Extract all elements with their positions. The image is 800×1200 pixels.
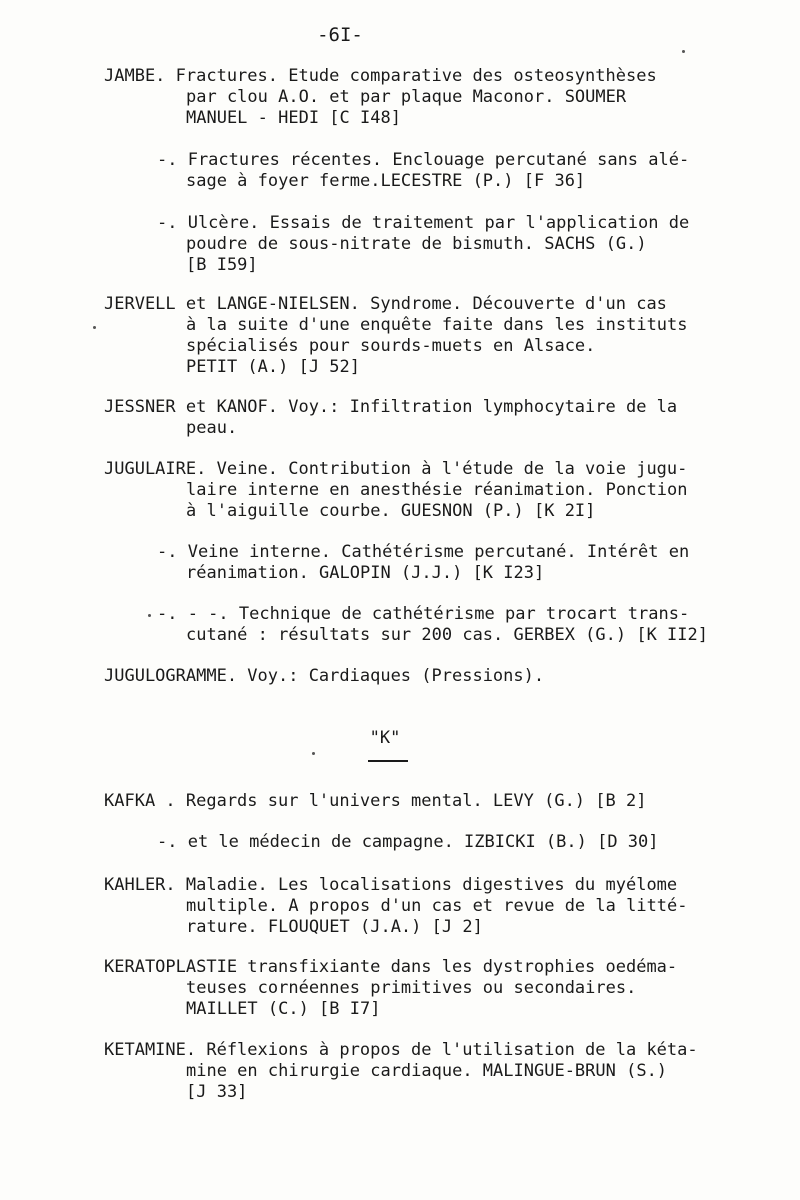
index-entry-kafka-medecin [157, 832, 757, 853]
entry-line: JUGULOGRAMME. Voy.: Cardiaques (Pressions). [104, 666, 545, 686]
index-entry-jugulogramme [104, 666, 704, 687]
entry-line: -. et le médecin de campagne. IZBICKI (B.) [D 30] [157, 832, 659, 852]
index-entry-jugulaire [104, 459, 704, 522]
entry-line: [J 33] [186, 1082, 248, 1102]
entry-line: -. Veine interne. Cathétérisme percutané. Intérêt en [157, 542, 690, 562]
index-entry-jambe-fractures-recentes [157, 150, 757, 192]
index-entry-jugulaire-veine-interne [157, 542, 757, 584]
entry-line: par clou A.O. et par plaque Maconor. SOUMER [186, 87, 627, 107]
index-entry-jambe-ulcere [157, 213, 757, 276]
entry-line: rature. FLOUQUET (J.A.) [J 2] [186, 917, 483, 937]
entry-line: peau. [186, 418, 238, 438]
entry-line: sage à foyer ferme.LECESTRE (P.) [F 36] [186, 171, 586, 191]
index-entry-jervell [104, 294, 704, 378]
index-entry-kahler [104, 875, 704, 938]
entry-line: multiple. A propos d'un cas et revue de la litté- [186, 896, 688, 916]
entry-line: JUGULAIRE. Veine. Contribution à l'étude de la voie jugu- [104, 459, 688, 479]
index-entry-jambe [104, 66, 704, 129]
page-number: -6I- [317, 24, 363, 46]
entry-line: -. - -. Technique de cathétérisme par trocart trans- [157, 604, 690, 624]
entry-line: KAFKA . Regards sur l'univers mental. LEVY (G.) [B 2] [104, 791, 647, 811]
entry-line: teuses cornéennes primitives ou secondaires. [186, 978, 637, 998]
index-entry-ketamine [104, 1040, 704, 1103]
entry-line: à l'aiguille courbe. GUESNON (P.) [K 2I] [186, 501, 596, 521]
index-entry-jessner [104, 397, 704, 439]
entry-line: KETAMINE. Réflexions à propos de l'utilisation de la kéta- [104, 1040, 698, 1060]
entry-line: laire interne en anesthésie réanimation. Ponction [186, 480, 688, 500]
index-entry-keratoplastie [104, 957, 704, 1020]
entry-line: JAMBE. Fractures. Etude comparative des osteosynthèses [104, 66, 657, 86]
entry-line: PETIT (A.) [J 52] [186, 357, 360, 377]
entry-line: spécialisés pour sourds-muets en Alsace. [186, 336, 596, 356]
index-entry-jugulaire-catheterisme [157, 604, 757, 646]
entry-line: -. Ulcère. Essais de traitement par l'application de [157, 213, 690, 233]
entry-line: cutané : résultats sur 200 cas. GERBEX (G.) [K II2] [186, 625, 708, 645]
entry-line: MAILLET (C.) [B I7] [186, 999, 381, 1019]
scan-speck [682, 50, 685, 53]
entry-line: JESSNER et KANOF. Voy.: Infiltration lymphocytaire de la [104, 397, 678, 417]
entry-line: réanimation. GALOPIN (J.J.) [K I23] [186, 563, 545, 583]
entry-line: poudre de sous-nitrate de bismuth. SACHS (G.) [186, 234, 647, 254]
entry-line: [B I59] [186, 255, 258, 275]
entry-line: MANUEL - HEDI [C I48] [186, 108, 401, 128]
section-heading: "K" [369, 728, 401, 748]
entry-line: à la suite d'une enquête faite dans les instituts [186, 315, 688, 335]
entry-line: KERATOPLASTIE transfixiante dans les dystrophies oedéma- [104, 957, 678, 977]
index-entry-kafka [104, 791, 704, 812]
entry-line: JERVELL et LANGE-NIELSEN. Syndrome. Découverte d'un cas [104, 294, 667, 314]
scan-speck [312, 752, 315, 755]
scan-speck [148, 614, 151, 617]
scan-speck [93, 326, 96, 329]
entry-line: KAHLER. Maladie. Les localisations digestives du myélome [104, 875, 678, 895]
section-underline [368, 760, 408, 762]
entry-line: -. Fractures récentes. Enclouage percutané sans alé- [157, 150, 690, 170]
entry-line: mine en chirurgie cardiaque. MALINGUE-BRUN (S.) [186, 1061, 668, 1081]
